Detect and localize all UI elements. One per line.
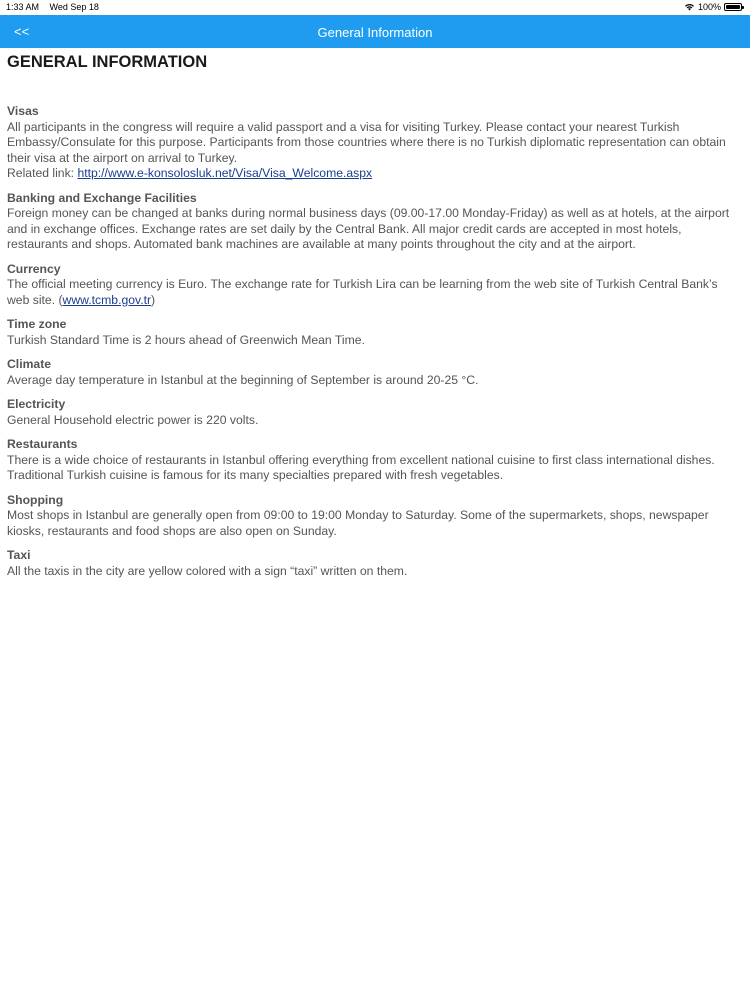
status-bar (0, 0, 750, 15)
section-body: Foreign money can be changed at banks during normal business days (09.00-17.00 Monday-Friday) as well as at hotels, at the airport and in exchange offices. Exchange rates are set daily by the Central Bank. All major credit cards are accepted in most hotels, restaurants and shops. Automated bank machines are available at many points throughout the city and at the airport. (7, 206, 730, 251)
battery-icon (724, 3, 742, 11)
section-currency (7, 262, 737, 309)
currency-suffix: ) (151, 292, 156, 307)
battery-percent: 100% (697, 2, 721, 12)
back-button[interactable]: << (14, 24, 30, 39)
nav-bar (0, 15, 750, 48)
section-body (7, 277, 737, 308)
content (7, 52, 737, 588)
section-heading: Electricity (7, 397, 66, 411)
visas-body: All participants in the congress will require a valid passport and a visa for visiting Turkey. Please contact your nearest Turkish Embassy/Consulate for this purpose. Participants from those countries where there is no Turkish diplomatic representation can obtain their visa at the airport on arrival to Turkey. (7, 119, 726, 165)
section-heading: Banking and Exchange Facilities (7, 190, 197, 205)
status-right (684, 2, 742, 12)
section-restaurants (7, 437, 737, 484)
section-climate (7, 357, 737, 388)
tcmb-link[interactable]: www.tcmb.gov.tr (62, 292, 152, 307)
nav-title: General Information (317, 25, 433, 40)
section-body: There is a wide choice of restaurants in Istanbul offering everything from excellent national cuisine to first class international dishes. Traditional Turkish cuisine is famous for its many specialties prepared with fresh vegetables. (7, 452, 715, 482)
section-shopping (7, 493, 737, 540)
section-body: General Household electric power is 220 volts. (7, 412, 259, 427)
section-heading: Taxi (7, 548, 31, 562)
section-body: Most shops in Istanbul are generally open from 09:00 to 19:00 Monday to Saturday. Some of the supermarkets, shops, newspaper kiosks, restaurants and food shops are also open on Sunday. (7, 508, 709, 538)
visa-link[interactable]: http://www.e-konsolosluk.net/Visa/Visa_Welcome.aspx (77, 166, 373, 180)
section-banking (7, 191, 737, 253)
page-title: GENERAL INFORMATION (7, 53, 208, 71)
wifi-icon (684, 3, 695, 11)
section-body: Turkish Standard Time is 2 hours ahead of Greenwich Mean Time. (7, 332, 365, 347)
section-body: All the taxis in the city are yellow colored with a sign “taxi” written on them. (7, 563, 408, 578)
status-left (6, 2, 107, 12)
section-electricity (7, 397, 737, 428)
section-visas (7, 104, 737, 182)
currency-body: The official meeting currency is Euro. The exchange rate for Turkish Lira can be learning from the web site of Turkish Central Bank’s web site. ( (7, 277, 718, 307)
section-heading: Currency (7, 261, 61, 276)
section-heading: Time zone (7, 317, 67, 331)
section-body (7, 120, 737, 182)
section-taxi (7, 548, 737, 579)
section-body: Average day temperature in Istanbul at the beginning of September is around 20-25 °C. (7, 372, 479, 387)
status-time: 1:33 AM (6, 2, 40, 12)
status-date: Wed Sep 18 (49, 2, 99, 12)
section-timezone (7, 317, 737, 348)
section-heading: Climate (7, 357, 52, 371)
section-heading: Restaurants (7, 437, 78, 451)
related-link-label: Related link: (7, 166, 78, 180)
section-heading: Shopping (7, 492, 64, 507)
section-heading: Visas (7, 104, 39, 118)
